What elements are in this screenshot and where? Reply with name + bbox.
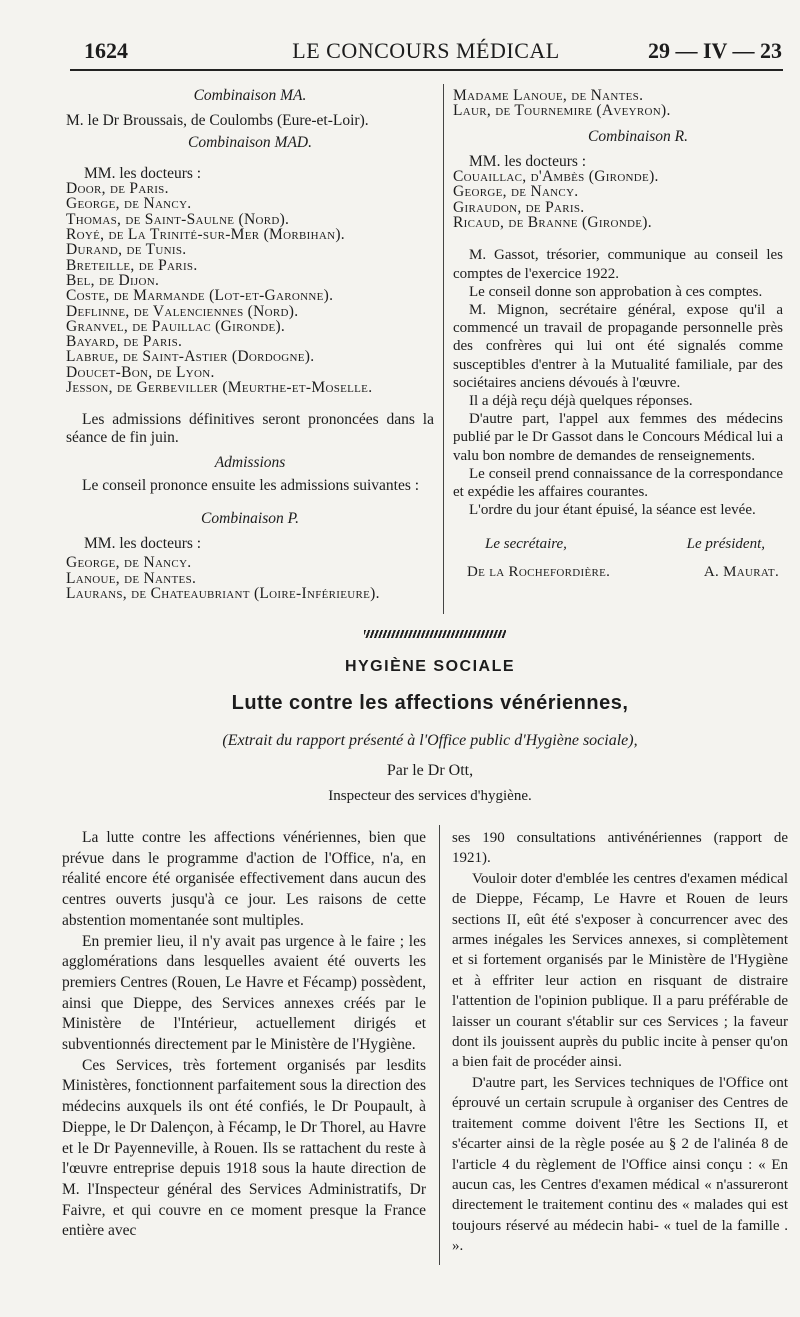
combo-ma-heading: Combinaison MA.: [193, 87, 307, 104]
list-item: Door, de Paris.: [66, 180, 169, 198]
section-ornament: [364, 630, 506, 638]
list-item: George, de Nancy.: [66, 554, 192, 572]
paragraph: L'ordre du jour étant épuisé, la séance est levée.: [469, 502, 756, 519]
president-name: A. Maurat.: [703, 564, 779, 581]
paragraph: Les admissions définitives seront prononcées dans la séance de fin juin.: [66, 411, 434, 447]
combo-p-list: [66, 555, 434, 601]
page-header: [62, 38, 790, 66]
paragraph: M. Gassot, trésorier, communique au conseil les comptes de l'exercice 1922.: [453, 247, 783, 282]
left-column-article: [62, 828, 426, 1242]
combo-mad-list: [66, 181, 434, 395]
minutes-paragraphs: [453, 246, 783, 519]
column-divider: [443, 84, 444, 614]
list-item: Coste, de Marmande (Lot-et-Garonne).: [66, 287, 334, 305]
paragraph: Il a déjà reçu déjà quelques réponses.: [469, 393, 693, 409]
list-item: Giraudon, de Paris.: [453, 198, 585, 216]
list-item: George, de Nancy.: [453, 183, 579, 201]
list-item: Labrue, de Saint-Astier (Dordogne).: [66, 348, 315, 366]
left-column-top: [66, 88, 434, 601]
list-item: George, de Nancy.: [66, 195, 192, 213]
signature-names: [453, 563, 783, 581]
list-item: Lanoue, de Nantes.: [66, 569, 197, 587]
list-item: Laurans, de Chateaubriant (Loire-Inférieure).: [66, 584, 380, 602]
right-column-top: [453, 88, 783, 581]
secretary-name: De la Rochefordière.: [467, 564, 611, 581]
column-divider: [439, 825, 440, 1265]
right-column-article: [452, 828, 788, 1257]
list-item: Bayard, de Paris.: [66, 333, 183, 351]
combo-r-heading: Combinaison R.: [588, 127, 688, 145]
paragraph: D'autre part, les Services techniques de l'Office ont éprouvé un certain scrupule à organiser des Centres de traitement comme doivent l'être les Sections II, et s'écarter ainsi de la règle posée au § 2 de l'alinéa 8 de l'article 4 du règlement de l'Office ainsi conçu : « En aucun cas, les Centres d'examen médical « n'assureront directement le traitement continu des « malades qui est toujours réservé au médecin habi- « tuel de la famille . ».: [452, 1074, 788, 1255]
list-item: Bel, de Dijon.: [66, 271, 160, 289]
president-title: Le président,: [686, 536, 765, 553]
author-role: Inspecteur des services d'hygiène.: [328, 788, 532, 804]
paragraph: Le conseil prononce ensuite les admissions suivantes :: [82, 476, 420, 494]
combo-r-list: [453, 169, 783, 230]
paragraph: Vouloir doter d'emblée les centres d'examen médical de Dieppe, Fécamp, Le Havre et Rouen de leurs sections II, eût été s'exposer à concurrencer avec des armes inégales les Services annexes, si complètement et si fortement organisés par le Ministère de l'Hygiène et à effriter leur action en risquant de distraire l'attention de l'opinion publique. Il a paru préférable de laisser un courant s'établir sur ces Services ; la faveur dont ils jouissent auprès du public incite à penser qu'on a bien fait de procéder ainsi.: [452, 870, 788, 1071]
combo-r-intro: MM. les docteurs :: [469, 152, 587, 170]
header-rule: [70, 69, 783, 71]
admissions-paragraph: [66, 411, 434, 447]
journal-title: LE CONCOURS MÉDICAL: [292, 38, 560, 63]
paragraph: Ces Services, très fortement organisés par lesdits Ministères, fonctionnent parfaitement sous la direction des médecins auxquels ils ont été confiés, le Dr Poupault, à Dieppe, le Dr Dalençon, à Fécamp, le Dr Thorel, au Havre et le Dr Payenneville, à Rouen. Ils se rattachent du reste à l'œuvre entreprise depuis 1918 sous la haute direction de M. l'Inspecteur général des Services Administratifs, Dr Faivre, et qui couvre en ce moment presque la France entière avec: [62, 1056, 426, 1240]
paragraph: Le conseil donne son approbation à ces comptes.: [469, 283, 763, 300]
paragraph: Le conseil prend connaissance de la correspondance et expédie les affaires courantes.: [453, 465, 783, 501]
secretary-title: Le secrétaire,: [485, 536, 567, 553]
continued-list: [453, 88, 783, 119]
admissions-heading: Admissions: [214, 454, 286, 472]
list-item: Deflinne, de Valenciennes (Nord).: [66, 302, 299, 320]
list-item: Royé, de La Trinité-sur-Mer (Morbihan).: [66, 226, 345, 244]
paragraph: La lutte contre les affections vénériennes, bien que prévue dans le programme d'action de l'Office, n'a, en réalité encore été organisée effectivement dans aucun des centres ouverts jusqu'à ce jour. Les raisons de cette abstention momentanée sont multiples.: [62, 829, 426, 929]
paragraph: ses 190 consultations antivénériennes (rapport de 1921).: [452, 830, 788, 867]
author: Par le Dr Ott,: [386, 762, 474, 779]
list-item: Durand, de Tunis.: [66, 241, 187, 259]
paragraph: M. Mignon, secrétaire général, expose qu'il a commencé un travail de propagande personnelle près des confrères qui lui ont été signalés comme susceptibles d'entrer à la Mutualité familiale, par des sociétaires anciens dévoués à l'œuvre.: [453, 301, 783, 391]
list-item: Granvel, de Pauillac (Gironde).: [66, 317, 286, 335]
extract-text: (Extrait du rapport présenté à l'Office public d'Hygiène sociale),: [222, 732, 638, 749]
section-title: HYGIÈNE SOCIALE: [344, 658, 516, 675]
combo-p-heading: Combinaison P.: [201, 509, 299, 527]
list-item: Breteille, de Paris.: [66, 256, 198, 274]
list-item: Couaillac, d'Ambès (Gironde).: [453, 168, 659, 186]
extract-note: [60, 732, 800, 750]
list-item: Doucet-Bon, de Lyon.: [66, 363, 215, 381]
issue-date: 29 — IV — 23: [647, 38, 782, 63]
combo-mad-heading: Combinaison MAD.: [188, 133, 312, 151]
combo-mad-intro: MM. les docteurs :: [84, 164, 202, 182]
article-title: Lutte contre les affections vénériennes,: [231, 692, 629, 714]
paragraph: D'autre part, l'appel aux femmes des médecins publié par le Dr Gassot dans le Concours Médical lui a valu bon nombre de demandes de renseignements.: [453, 411, 783, 464]
paragraph: En premier lieu, il n'y avait pas urgence à le faire ; les agglomérations dans lesquelles avaient été ouverts les premiers Centres (Rouen, Le Havre et Fécamp) possèdent, ainsi que Dieppe, des Services annexes créés par le Ministère de l'Intérieur, actuellement dirigés et subventionnés directement par le Ministère de l'Hygiène.: [62, 932, 426, 1054]
signature-titles: [453, 535, 783, 553]
list-item: Laur, de Tournemire (Aveyron).: [453, 102, 671, 120]
list-item: Jesson, de Gerbeviller (Meurthe-et-Moselle.: [66, 379, 373, 397]
combo-ma-member: M. le Dr Broussais, de Coulombs (Eure-et-Loir).: [66, 112, 369, 130]
combo-p-intro: MM. les docteurs :: [84, 534, 202, 552]
admissions-intro: [66, 477, 434, 495]
page-number: 1624: [84, 38, 128, 63]
list-item: Madame Lanoue, de Nantes.: [453, 87, 644, 104]
list-item: Ricaud, de Branne (Gironde).: [453, 214, 652, 232]
list-item: Thomas, de Saint-Saulne (Nord).: [66, 210, 290, 228]
